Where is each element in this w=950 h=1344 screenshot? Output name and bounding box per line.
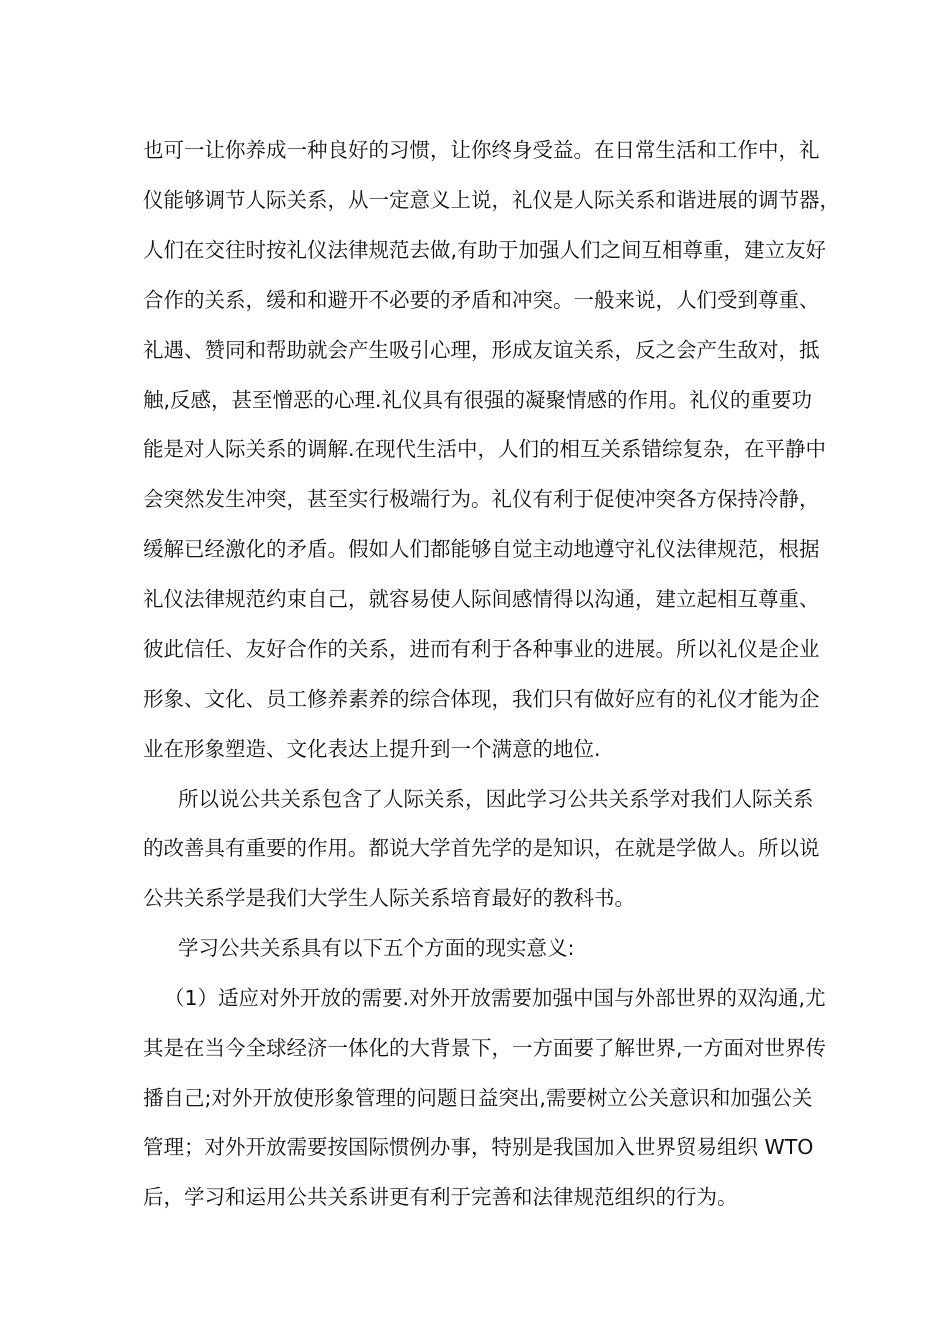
paragraph-1-line-1: 也可一让你养成一种良好的习惯，让你终身受益。在日常生活和工作中，礼 [143,138,820,162]
paragraph-1-line-9: 缓解已经激化的矛盾。假如人们都能够自觉主动地遵守礼仪法律规范，根据 [143,537,820,561]
paragraph-4-line-2: 其是在当今全球经济一体化的大背景下，一方面要了解世界,一方面对世界传 [143,1036,827,1060]
paragraph-2-line-1: 所以说公共关系包含了人际关系，因此学习公共关系学对我们人际关系 [178,787,814,811]
paragraph-4-line-5: 后，学习和运用公共关系讲更有利于完善和法律规范组织的行为。 [143,1185,738,1209]
paragraph-1-line-8: 会突然发生冲突，甚至实行极端行为。礼仪有利于促使冲突各方保持冷静， [143,487,820,511]
paragraph-3-line-1: 学习公共关系具有以下五个方面的现实意义: [178,936,575,960]
paragraph-1-line-2: 仪能够调节人际关系，从一定意义上说，礼仪是人际关系和谐进展的调节器， [143,188,840,212]
paragraph-1-line-5: 礼遇、赞同和帮助就会产生吸引心理，形成友谊关系，反之会产生敌对，抵 [143,338,820,362]
paragraph-1-line-6: 触,反感，甚至憎恶的心理.礼仪具有很强的凝聚情感的作用。礼仪的重要功 [143,388,813,412]
paragraph-1-line-7: 能是对人际关系的调解.在现代生活中，人们的相互关系错综复杂，在平静中 [143,437,827,461]
paragraph-2-line-3: 公共关系学是我们大学生人际关系培育最好的教科书。 [143,886,635,910]
paragraph-1-line-3: 人们在交往时按礼仪法律规范去做,有助于加强人们之间互相尊重，建立友好 [143,238,827,262]
paragraph-1-line-12: 形象、文化、员工修养素养的综合体现，我们只有做好应有的礼仪才能为企 [143,687,820,711]
paragraph-4-line-3: 播自己;对外开放使形象管理的问题日益突出,需要树立公关意识和加强公关 [143,1086,813,1110]
paragraph-2-line-2: 的改善具有重要的作用。都说大学首先学的是知识，在就是学做人。所以说 [143,836,820,860]
paragraph-1-line-4: 合作的关系，缓和和避开不必要的矛盾和冲突。一般来说，人们受到尊重、 [143,288,820,312]
paragraph-1-line-13: 业在形象塑造、文化表达上提升到一个满意的地位. [143,737,601,761]
paragraph-1-line-11: 彼此信任、友好合作的关系，进而有利于各种事业的进展。所以礼仪是企业 [143,637,820,661]
paragraph-4-line-1: （1）适应对外开放的需要.对外开放需要加强中国与外部世界的双沟通,尤 [164,986,826,1010]
paragraph-4-line-4: 管理；对外开放需要按国际惯例办事，特别是我国加入世界贸易组织 WTO [143,1135,814,1159]
paragraph-1-line-10: 礼仪法律规范约束自己，就容易使人际间感情得以沟通，建立起相互尊重、 [143,587,820,611]
